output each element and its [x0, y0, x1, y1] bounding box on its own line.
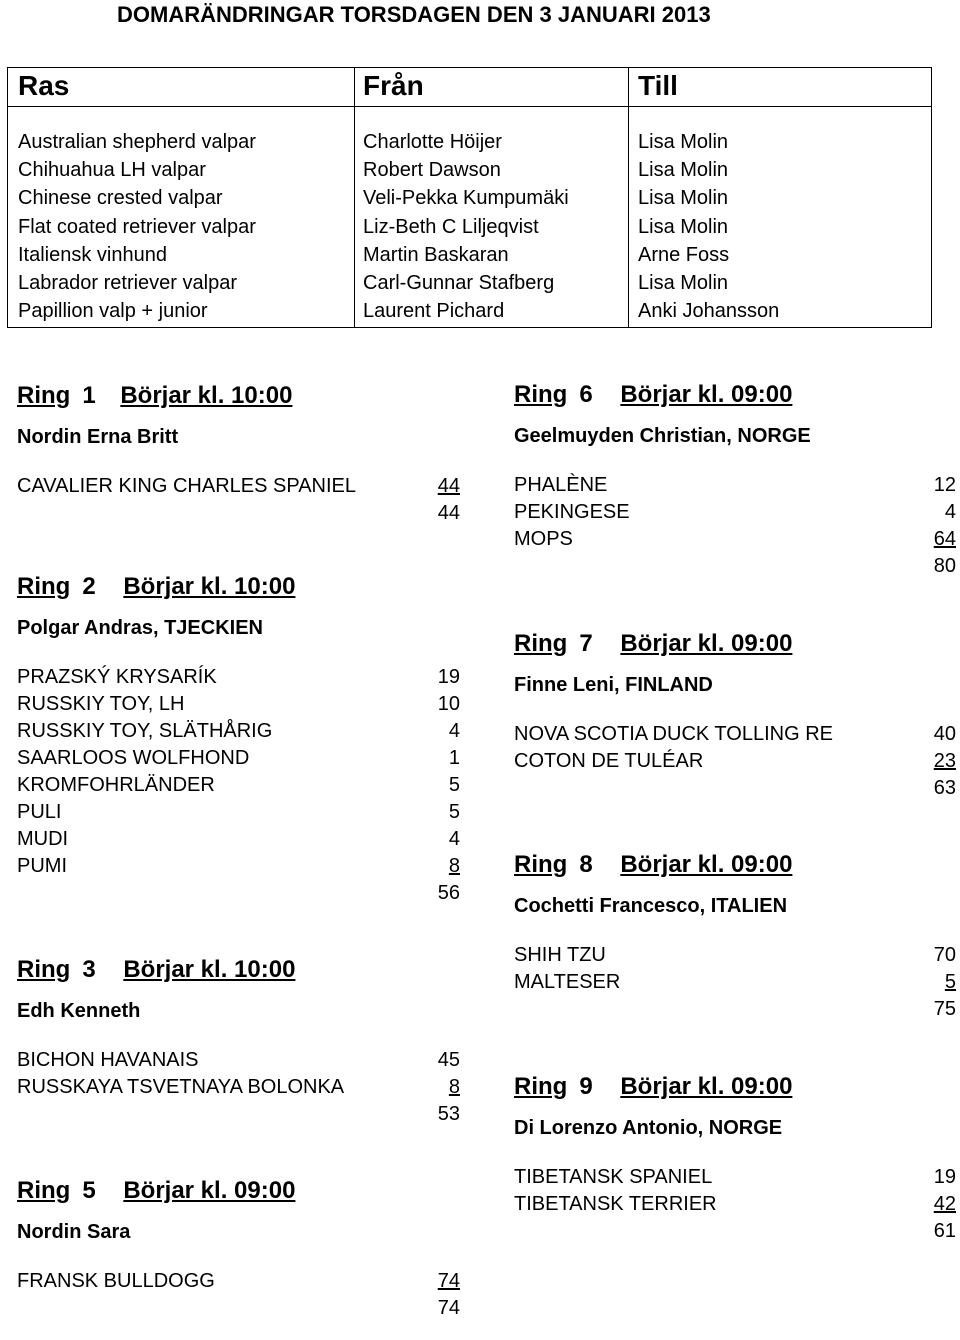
breed-row [17, 1049, 460, 1076]
ring-total-row [17, 502, 460, 529]
ring-judge: Cochetti Francesco, ITALIEN [514, 895, 788, 917]
breed-name: RUSSKIY TOY, SLÄTHÅRIG [17, 720, 273, 742]
breed-count: 8 [448, 1076, 460, 1098]
ring-start-time: Börjar kl. 10:00 [123, 573, 296, 600]
ring-label: Ring [17, 1177, 71, 1204]
breed-row [17, 828, 460, 855]
header-from: Från [363, 70, 424, 101]
cell-breed: Australian shepherd valpar [18, 131, 256, 153]
cell-to: Arne Foss [638, 243, 730, 266]
ring-judge: Nordin Erna Britt [17, 426, 179, 448]
breed-row [514, 944, 956, 971]
cell-from: Charlotte Höijer [363, 131, 502, 153]
ring-label: Ring [17, 573, 71, 600]
ring-7-section [514, 630, 956, 804]
breed-row [17, 1270, 460, 1297]
ring-9-section [514, 1073, 956, 1247]
breed-count: 23 [933, 750, 956, 772]
ring-judge: Nordin Sara [17, 1221, 131, 1243]
ring-start-time: Börjar kl. 09:00 [620, 851, 793, 878]
cell-from: Martin Baskaran [363, 243, 509, 266]
ring-total-row [17, 1297, 460, 1324]
ring-start-time: Börjar kl. 09:00 [123, 1177, 296, 1204]
breed-row [17, 774, 460, 801]
ring-total: 61 [933, 1220, 956, 1242]
breed-name: MUDI [17, 828, 69, 850]
breed-count: 70 [933, 944, 956, 966]
breed-row [17, 720, 460, 747]
table-body [8, 131, 931, 328]
breed-count: 45 [437, 1049, 460, 1071]
table-row [8, 244, 931, 272]
cell-breed: Flat coated retriever valpar [18, 215, 256, 238]
ring-judge: Finne Leni, FINLAND [514, 674, 713, 696]
breed-row [17, 475, 460, 502]
breed-list [17, 666, 460, 909]
ring-heading [17, 956, 460, 990]
table-header [8, 68, 931, 107]
cell-from: Robert Dawson [363, 159, 501, 182]
cell-breed: Italiensk vinhund [18, 243, 167, 266]
ring-total: 75 [933, 998, 956, 1020]
breed-list [514, 944, 956, 1025]
ring-total-row [514, 555, 956, 582]
cell-to: Anki Johansson [638, 300, 780, 323]
breed-list [514, 1166, 956, 1247]
breed-name: CAVALIER KING CHARLES SPANIEL [17, 475, 356, 497]
ring-6-section [514, 381, 956, 582]
breed-row [514, 528, 956, 555]
ring-start-time: Börjar kl. 10:00 [120, 382, 293, 409]
breed-count: 74 [437, 1270, 460, 1292]
breed-row [17, 855, 460, 882]
ring-number: 8 [579, 851, 593, 878]
ring-number: 9 [579, 1073, 593, 1100]
breed-name: BICHON HAVANAIS [17, 1049, 199, 1071]
ring-label: Ring [514, 851, 568, 878]
ring-total-row [17, 1103, 460, 1130]
cell-to: Lisa Molin [638, 271, 729, 294]
ring-label: Ring [514, 1073, 568, 1100]
ring-total-row [514, 777, 956, 804]
cell-from: Veli-Pekka Kumpumäki [363, 187, 569, 210]
breed-count: 40 [933, 723, 956, 745]
cell-to: Lisa Molin [638, 131, 729, 153]
judge-changes-table [7, 67, 932, 328]
breed-list [17, 1049, 460, 1130]
breed-name: MALTESER [514, 971, 621, 993]
ring-start-time: Börjar kl. 09:00 [620, 381, 793, 408]
breed-name: MOPS [514, 528, 573, 550]
breed-count: 64 [933, 528, 956, 550]
table-row [8, 272, 931, 300]
cell-breed: Labrador retriever valpar [18, 271, 237, 294]
breed-count: 5 [448, 774, 460, 796]
breed-name: NOVA SCOTIA DUCK TOLLING RE [514, 723, 833, 745]
breed-count: 4 [944, 501, 956, 523]
breed-name: PULI [17, 801, 62, 823]
cell-breed: Papillion valp + junior [18, 300, 208, 323]
ring-number: 7 [579, 630, 593, 657]
ring-label: Ring [514, 630, 568, 657]
ring-number: 6 [579, 381, 593, 408]
ring-number: 2 [82, 573, 96, 600]
ring-8-section [514, 851, 956, 1025]
table-row [8, 216, 931, 244]
breed-count: 5 [448, 801, 460, 823]
ring-heading [17, 382, 460, 416]
ring-total: 63 [933, 777, 956, 799]
cell-to: Lisa Molin [638, 159, 729, 182]
breed-name: TIBETANSK TERRIER [514, 1193, 717, 1215]
breed-row [514, 971, 956, 998]
ring-2-section [17, 573, 460, 909]
table-row [8, 131, 931, 159]
ring-judge: Geelmuyden Christian, NORGE [514, 425, 811, 447]
breed-name: RUSSKAYA TSVETNAYA BOLONKA [17, 1076, 345, 1098]
breed-name: SAARLOOS WOLFHOND [17, 747, 250, 769]
breed-name: PEKINGESE [514, 501, 630, 523]
cell-breed: Chihuahua LH valpar [18, 159, 206, 182]
ring-total: 80 [933, 555, 956, 577]
breed-count: 10 [437, 693, 460, 715]
ring-label: Ring [17, 382, 71, 409]
breed-row [514, 750, 956, 777]
ring-heading [514, 1073, 956, 1107]
ring-start-time: Börjar kl. 09:00 [620, 1073, 793, 1100]
header-breed: Ras [18, 70, 70, 101]
breed-row [17, 801, 460, 828]
breed-count: 4 [448, 828, 460, 850]
ring-total: 53 [437, 1103, 460, 1125]
breed-list [17, 1270, 460, 1324]
breed-name: KROMFOHRLÄNDER [17, 774, 215, 796]
ring-number: 3 [82, 956, 96, 983]
breed-list [514, 474, 956, 582]
breed-row [17, 747, 460, 774]
ring-heading [17, 573, 460, 607]
ring-label: Ring [514, 381, 568, 408]
ring-total: 56 [437, 882, 460, 904]
cell-from: Liz-Beth C Liljeqvist [363, 215, 539, 238]
ring-judge: Polgar Andras, TJECKIEN [17, 617, 263, 639]
ring-heading [17, 1177, 460, 1211]
breed-count: 8 [448, 855, 460, 877]
breed-row [514, 723, 956, 750]
breed-row [17, 693, 460, 720]
breed-name: PUMI [17, 855, 67, 877]
ring-heading [514, 381, 956, 415]
breed-name: FRANSK BULLDOGG [17, 1270, 215, 1292]
ring-judge: Di Lorenzo Antonio, NORGE [514, 1117, 783, 1139]
ring-number: 1 [82, 382, 96, 409]
cell-to: Lisa Molin [638, 215, 729, 238]
ring-heading [514, 630, 956, 664]
page-title: DOMARÄNDRINGAR TORSDAGEN DEN 3 JANUARI 2013 [117, 2, 711, 27]
breed-row [514, 1166, 956, 1193]
breed-name: RUSSKIY TOY, LH [17, 693, 185, 715]
ring-1-section [17, 382, 460, 529]
table-row [8, 187, 931, 215]
breed-count: 1 [448, 747, 460, 769]
ring-heading [514, 851, 956, 885]
ring-judge: Edh Kenneth [17, 1000, 141, 1022]
breed-list [17, 475, 460, 529]
breed-name: TIBETANSK SPANIEL [514, 1166, 713, 1188]
ring-total-row [514, 998, 956, 1025]
table-row [8, 300, 931, 328]
breed-count: 44 [437, 475, 460, 497]
ring-3-section [17, 956, 460, 1130]
header-to: Till [638, 70, 678, 101]
breed-name: PHALÈNE [514, 474, 608, 496]
ring-start-time: Börjar kl. 09:00 [620, 630, 793, 657]
ring-total-row [514, 1220, 956, 1247]
breed-row [514, 1193, 956, 1220]
ring-total: 44 [437, 502, 460, 524]
table-row [8, 159, 931, 187]
breed-count: 19 [437, 666, 460, 688]
ring-label: Ring [17, 956, 71, 983]
breed-count: 42 [933, 1193, 956, 1215]
breed-row [514, 474, 956, 501]
breed-count: 12 [933, 474, 956, 496]
ring-number: 5 [82, 1177, 96, 1204]
cell-to: Lisa Molin [638, 187, 729, 210]
breed-name: COTON DE TULÉAR [514, 750, 704, 772]
breed-count: 5 [944, 971, 956, 993]
ring-total-row [17, 882, 460, 909]
breed-name: PRAZSKÝ KRYSARÍK [17, 666, 217, 688]
breed-row [17, 1076, 460, 1103]
breed-list [514, 723, 956, 804]
ring-start-time: Börjar kl. 10:00 [123, 956, 296, 983]
cell-from: Carl-Gunnar Stafberg [363, 271, 555, 294]
ring-total: 74 [437, 1297, 460, 1319]
breed-name: SHIH TZU [514, 944, 606, 966]
ring-5-section [17, 1177, 460, 1324]
breed-row [514, 501, 956, 528]
cell-from: Laurent Pichard [363, 300, 505, 323]
cell-breed: Chinese crested valpar [18, 187, 223, 210]
breed-count: 4 [448, 720, 460, 742]
breed-count: 19 [933, 1166, 956, 1188]
breed-row [17, 666, 460, 693]
